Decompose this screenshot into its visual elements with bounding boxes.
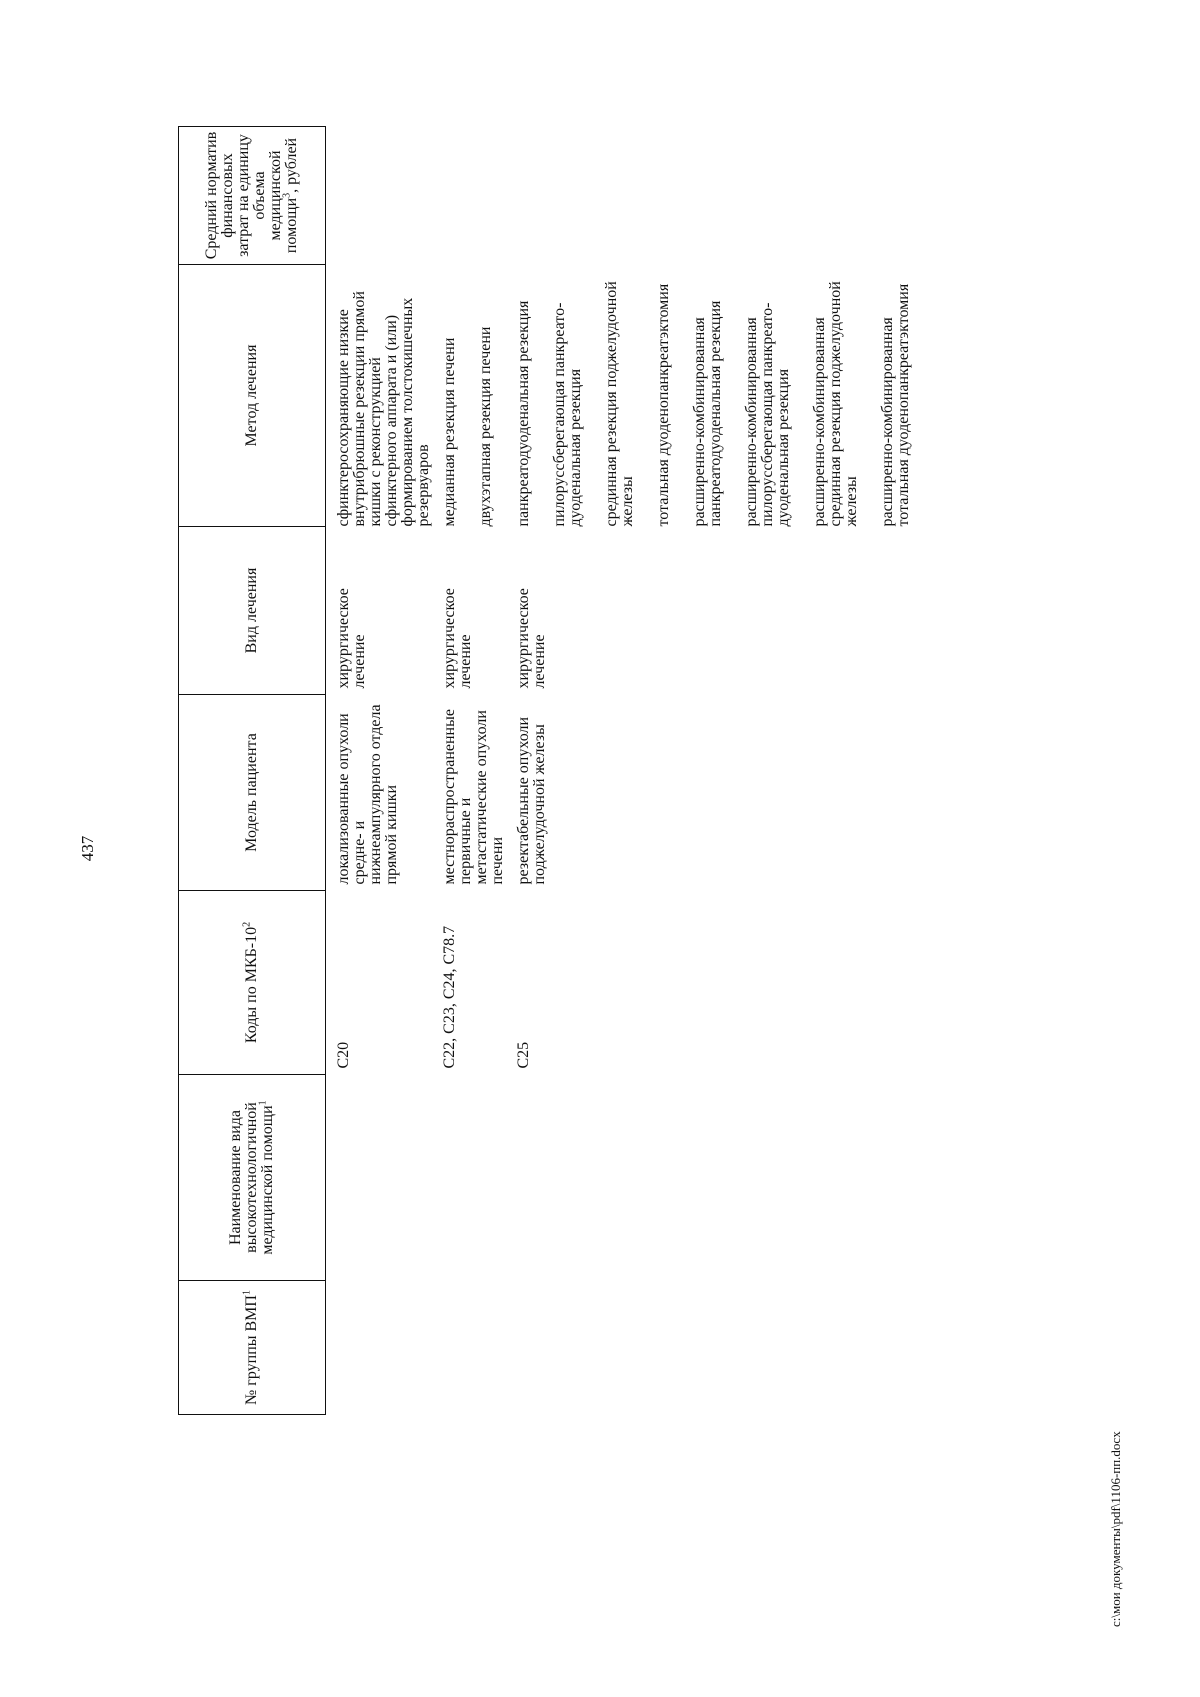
method-cell [432,265,506,527]
model-cell: местнораспространенные первичные и метастатические опухоли печени [441,709,506,885]
codes-cell: C20 [335,1041,352,1069]
type-cell: хирургическое лечение [441,588,474,689]
table-row [432,127,506,1415]
codes-cell: C22, C23, C24, C78.7 [441,925,458,1069]
method-item: пилоруссберегающая панкреато-дуоденальная резекция [551,302,584,527]
header-name: Наименование вида высокотехнологичной медицинской помощи$^1$ [179,1075,326,1281]
method-item: расширенно-комбинированная тотальная дуоденопанкреатэктомия [879,283,912,527]
method-item: панкреатодуоденальная резекция [515,300,532,527]
method-item: расширенно-комбинированная панкреатодуоденальная резекция [691,300,724,527]
method-cell [326,265,433,527]
method-item: сфинктеросохраняющие низкие внутрибрюшные резекции прямой кишки с реконструкцией сфинктерного аппарата и (или) формированием толстокишечных резервуаров [335,291,432,527]
file-path-footer: c:\мои документы\pdf\1106-пп.docx [1108,1431,1123,1627]
model-cell: резектабельные опухоли поджелудочной железы [515,716,548,885]
method-item: тотальная дуоденопанкреатэктомия [655,283,672,527]
model-cell: локализованные опухоли средне- и нижнеампулярного отдела прямой кишки [335,704,400,885]
method-item: расширенно-комбинированная срединная резекция поджелудочной железы [811,281,860,527]
table-row [326,127,433,1415]
header-codes: Коды по МКБ-$10^2$ [179,891,326,1075]
method-item: расширенно-комбинированная пилоруссберегающая панкреато-дуоденальная резекция [743,302,792,527]
method-item: срединная резекция поджелудочной железы [603,281,636,527]
header-method: Метод лечения [179,265,326,527]
page-number: 437 [78,835,97,862]
header-type: Вид лечения [179,527,326,695]
header-cost: Средний норматив финансовых затрат на единицу объема медицинской помощи$^3$, рублей [179,127,326,265]
method-item: медианная резекция печени [441,337,458,527]
codes-cell: C25 [515,1041,532,1069]
vmp-table [178,126,912,1415]
type-cell: хирургическое лечение [335,588,368,689]
type-cell: хирургическое лечение [515,588,548,689]
table-row [506,127,912,1415]
method-item: двухэтапная резекция печени [477,326,494,527]
method-cell [506,265,912,527]
header-model: Модель пациента [179,695,326,891]
table-header-row [179,127,326,1415]
header-group-no: № группы ВМП$^1$ [179,1281,326,1415]
